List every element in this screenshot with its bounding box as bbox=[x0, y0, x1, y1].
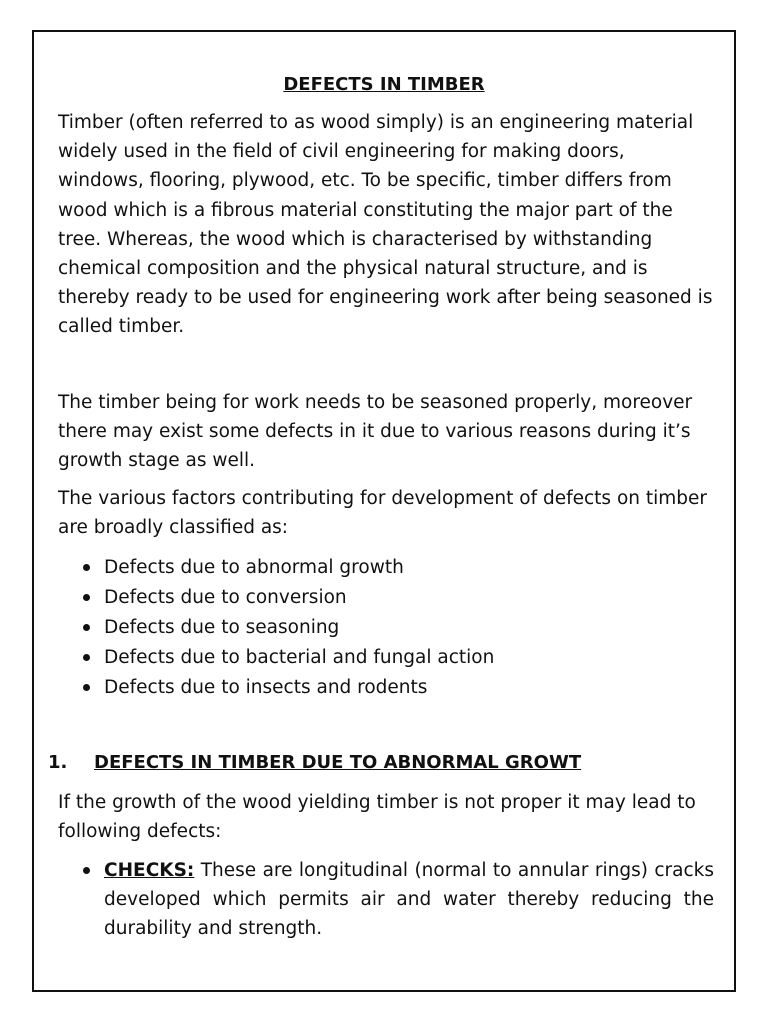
list-item: Defects due to abnormal growth bbox=[58, 553, 714, 583]
section-number: 1. bbox=[48, 752, 68, 773]
defect-term: CHECKS: bbox=[104, 860, 195, 881]
document-title: DEFECTS IN TIMBER bbox=[283, 74, 485, 95]
page-frame bbox=[32, 30, 736, 992]
defect-item-checks bbox=[58, 856, 714, 944]
section-heading-text: DEFECTS IN TIMBER DUE TO ABNORMAL GROWT bbox=[94, 752, 582, 773]
list-item: Defects due to bacterial and fungal action bbox=[58, 643, 714, 673]
list-item: Defects due to insects and rodents bbox=[58, 673, 714, 703]
list-item: Defects due to conversion bbox=[58, 583, 714, 613]
list-item: Defects due to seasoning bbox=[58, 613, 714, 643]
section-heading bbox=[48, 750, 708, 776]
classification-paragraph: The various factors contributing for development of defects on timber are broadly classified as: bbox=[58, 488, 708, 539]
seasoning-paragraph: The timber being for work needs to be seasoned properly, moreover there may exist some defects in it due to various reasons during it’s growth stage as well. bbox=[58, 392, 693, 472]
section-intro-paragraph: If the growth of the wood yielding timber is not proper it may lead to following defects: bbox=[58, 792, 696, 843]
intro-paragraph: Timber (often referred to as wood simply) is an engineering material widely used in the field of civil engineering for making doors, windows, flooring, plywood, etc. To be specific, timber differs from wood which is a fibrous material constituting the major part of the tree. Whereas, the wood which is characterised by withstanding chemical composition and the physical natural structure, and is thereby ready to be used for engineering work after being seasoned is called timber. bbox=[58, 112, 713, 338]
factor-list bbox=[58, 553, 714, 703]
defect-description: These are longitudinal (normal to annular rings) cracks developed which permits air and water thereby reducing the durability and strength. bbox=[104, 860, 714, 940]
